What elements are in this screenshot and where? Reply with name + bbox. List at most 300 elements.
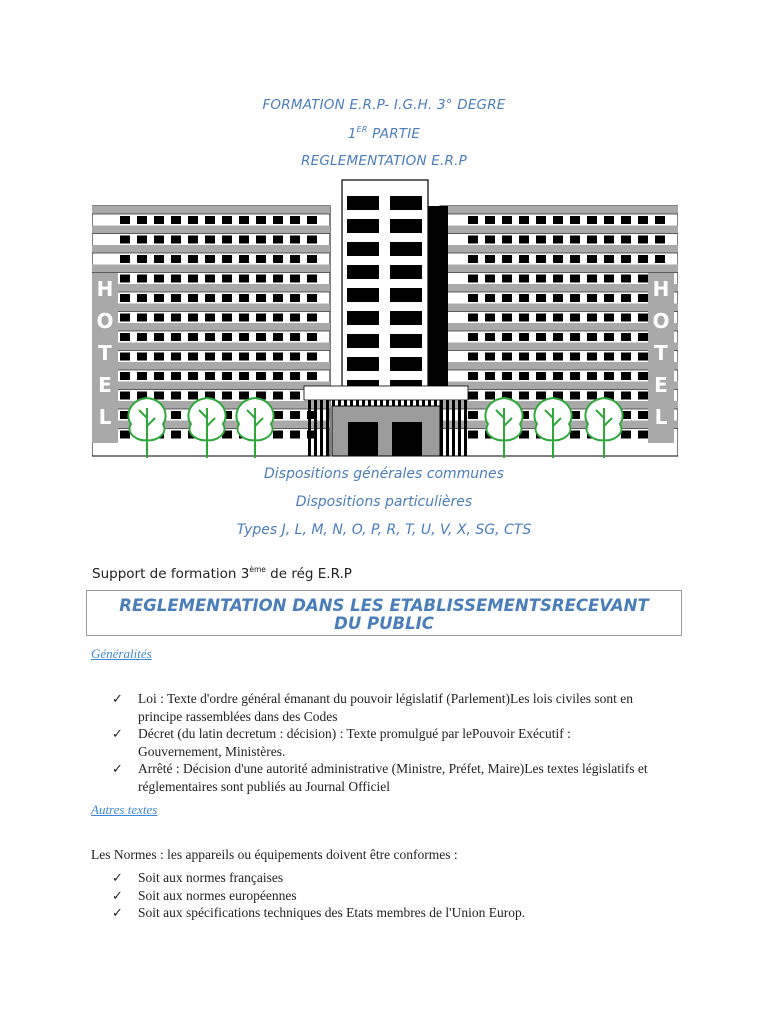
floor-band xyxy=(92,245,330,253)
window xyxy=(171,314,181,322)
list-item-text: Soit aux normes européennes xyxy=(138,887,297,903)
tower-window xyxy=(347,288,379,302)
portico-column xyxy=(326,400,329,456)
support-superscript: ème xyxy=(249,565,266,574)
window xyxy=(502,314,512,322)
window xyxy=(205,314,215,322)
window xyxy=(154,333,164,341)
window xyxy=(553,333,563,341)
window xyxy=(307,314,317,322)
floor-band xyxy=(440,382,678,390)
window xyxy=(154,255,164,263)
part-label xyxy=(0,125,768,142)
window xyxy=(638,353,648,361)
window xyxy=(638,236,648,244)
portico-column xyxy=(308,400,311,456)
window xyxy=(655,236,665,244)
portico-roof xyxy=(304,386,468,400)
window xyxy=(171,255,181,263)
tower-shadow xyxy=(428,206,448,392)
window xyxy=(468,216,478,224)
window xyxy=(137,255,147,263)
subtitle-general-provisions: Dispositions générales communes xyxy=(264,466,504,482)
window xyxy=(239,294,249,302)
window xyxy=(120,333,130,341)
support-line xyxy=(92,565,352,582)
tower-window xyxy=(390,357,422,371)
entrance-door xyxy=(392,422,422,456)
window xyxy=(154,392,164,400)
window xyxy=(290,333,300,341)
floor-band xyxy=(92,382,330,390)
window xyxy=(120,255,130,263)
generalites-link[interactable]: Généralités xyxy=(91,646,152,661)
window xyxy=(519,353,529,361)
window xyxy=(468,314,478,322)
window xyxy=(553,294,563,302)
window xyxy=(273,392,283,400)
window xyxy=(222,294,232,302)
window xyxy=(290,236,300,244)
hotel-sign-letter: H xyxy=(96,277,114,301)
tower-window xyxy=(390,242,422,256)
window xyxy=(256,236,266,244)
window xyxy=(273,372,283,380)
window xyxy=(222,314,232,322)
window xyxy=(154,236,164,244)
window xyxy=(553,236,563,244)
window xyxy=(307,275,317,283)
window xyxy=(188,333,198,341)
window xyxy=(290,353,300,361)
window xyxy=(604,236,614,244)
window xyxy=(468,275,478,283)
window xyxy=(570,353,580,361)
floor-band xyxy=(440,304,678,312)
window xyxy=(137,314,147,322)
window xyxy=(239,255,249,263)
window xyxy=(188,372,198,380)
window xyxy=(638,314,648,322)
window xyxy=(290,275,300,283)
window xyxy=(307,255,317,263)
window xyxy=(570,236,580,244)
window xyxy=(307,372,317,380)
window xyxy=(570,314,580,322)
window xyxy=(188,294,198,302)
window xyxy=(485,255,495,263)
tower-window xyxy=(347,265,379,279)
subtitle-types: Types J, L, M, N, O, P, R, T, U, V, X, SG, CTS xyxy=(236,522,532,538)
window xyxy=(120,294,130,302)
tower-window xyxy=(390,196,422,210)
window xyxy=(570,255,580,263)
part-text: PARTIE xyxy=(367,126,421,142)
window xyxy=(154,216,164,224)
window xyxy=(536,372,546,380)
window xyxy=(553,216,563,224)
window xyxy=(120,353,130,361)
window xyxy=(137,333,147,341)
floor-band xyxy=(440,206,678,214)
window xyxy=(587,255,597,263)
checkmark-icon: ✓ xyxy=(112,887,123,903)
window xyxy=(570,294,580,302)
window xyxy=(256,275,266,283)
window xyxy=(536,236,546,244)
list-item-text: Loi : Texte d'ordre général émanant du pouvoir législatif (Parlement)Les lois civiles sont en principe rassemblées dans des Codes xyxy=(138,691,633,724)
window xyxy=(290,372,300,380)
window xyxy=(205,255,215,263)
floor-band xyxy=(440,265,678,273)
floor-band xyxy=(440,343,678,351)
window xyxy=(468,353,478,361)
window xyxy=(273,255,283,263)
window xyxy=(536,275,546,283)
support-suffix: de rég E.R.P xyxy=(265,566,352,582)
window xyxy=(587,353,597,361)
window xyxy=(621,255,631,263)
window xyxy=(137,236,147,244)
checkmark-icon: ✓ xyxy=(112,761,123,776)
list-item-normes-eu xyxy=(112,887,672,905)
window xyxy=(205,333,215,341)
window xyxy=(205,236,215,244)
window xyxy=(655,216,665,224)
window xyxy=(307,353,317,361)
window xyxy=(120,431,130,439)
portico-column xyxy=(458,400,461,456)
window xyxy=(307,216,317,224)
window xyxy=(468,294,478,302)
window xyxy=(570,333,580,341)
hotel-sign-letter: O xyxy=(652,309,670,333)
list-item-decret xyxy=(112,725,652,760)
window xyxy=(188,314,198,322)
window xyxy=(502,275,512,283)
window xyxy=(171,353,181,361)
window xyxy=(188,353,198,361)
part-number: 1 xyxy=(347,126,357,142)
window xyxy=(120,392,130,400)
window xyxy=(468,372,478,380)
window xyxy=(570,392,580,400)
window xyxy=(239,236,249,244)
window xyxy=(536,216,546,224)
window xyxy=(519,294,529,302)
window xyxy=(239,333,249,341)
list-item-text: Soit aux spécifications techniques des Etats membres de l'Union Europ. xyxy=(138,905,526,920)
tower-window xyxy=(347,219,379,233)
window xyxy=(468,392,478,400)
window xyxy=(188,392,198,400)
window xyxy=(120,216,130,224)
floor-band xyxy=(440,245,678,253)
window xyxy=(638,333,648,341)
window xyxy=(536,314,546,322)
floor-band xyxy=(92,284,330,292)
hotel-sign-letter: T xyxy=(654,341,668,365)
window xyxy=(502,353,512,361)
window xyxy=(171,333,181,341)
window xyxy=(519,236,529,244)
window xyxy=(307,236,317,244)
normes-list xyxy=(112,869,672,922)
window xyxy=(256,314,266,322)
window xyxy=(256,255,266,263)
hotel-sign-letter: T xyxy=(98,341,112,365)
window xyxy=(256,294,266,302)
window xyxy=(604,294,614,302)
window xyxy=(290,431,300,439)
entrance-door xyxy=(348,422,378,456)
window xyxy=(222,353,232,361)
list-item-text: Décret (du latin decretum : décision) : Texte promulgué par lePouvoir Exécutif : Gouvernement, Ministères. xyxy=(138,726,571,759)
window xyxy=(502,255,512,263)
part-superscript: ER xyxy=(356,125,368,134)
window xyxy=(570,275,580,283)
window xyxy=(120,275,130,283)
window xyxy=(273,294,283,302)
window xyxy=(171,294,181,302)
window xyxy=(485,294,495,302)
window xyxy=(604,314,614,322)
window xyxy=(587,333,597,341)
window xyxy=(485,333,495,341)
window xyxy=(587,372,597,380)
hotel-sign-letter: E xyxy=(654,373,668,397)
window xyxy=(120,372,130,380)
window xyxy=(273,353,283,361)
window xyxy=(239,275,249,283)
window xyxy=(222,216,232,224)
window xyxy=(171,372,181,380)
window xyxy=(290,294,300,302)
tower-window xyxy=(390,288,422,302)
window xyxy=(239,353,249,361)
window xyxy=(273,216,283,224)
regulation-title: REGLEMENTATION E.R.P xyxy=(301,153,467,169)
window xyxy=(502,216,512,224)
window xyxy=(239,314,249,322)
window xyxy=(587,392,597,400)
window xyxy=(485,372,495,380)
window xyxy=(655,255,665,263)
window xyxy=(536,255,546,263)
window xyxy=(222,392,232,400)
window xyxy=(290,411,300,419)
window xyxy=(587,236,597,244)
window xyxy=(621,431,631,439)
window xyxy=(205,353,215,361)
window xyxy=(621,353,631,361)
window xyxy=(239,216,249,224)
section-heading-box xyxy=(86,590,682,636)
window xyxy=(587,216,597,224)
window xyxy=(120,236,130,244)
generalites-list xyxy=(112,690,652,795)
window xyxy=(256,333,266,341)
window xyxy=(290,314,300,322)
floor-band xyxy=(92,323,330,331)
floor-band xyxy=(92,206,330,214)
window xyxy=(638,216,648,224)
window xyxy=(621,275,631,283)
window xyxy=(485,216,495,224)
tower-window xyxy=(390,311,422,325)
hotel-sign-letter: L xyxy=(98,405,112,429)
window xyxy=(485,275,495,283)
window xyxy=(519,216,529,224)
normes-intro: Les Normes : les appareils ou équipements doivent être conformes : xyxy=(91,847,458,862)
window xyxy=(205,372,215,380)
window xyxy=(502,372,512,380)
window xyxy=(154,372,164,380)
list-item-text: Arrêté : Décision d'une autorité administrative (Ministre, Préfet, Maire)Les textes législatifs et réglementaires sont publiés au Journal Officiel xyxy=(138,761,648,794)
window xyxy=(468,333,478,341)
window xyxy=(519,372,529,380)
window xyxy=(638,255,648,263)
window xyxy=(485,392,495,400)
window xyxy=(256,372,266,380)
window xyxy=(604,333,614,341)
list-item-loi xyxy=(112,690,652,725)
window xyxy=(502,333,512,341)
window xyxy=(536,353,546,361)
floor-band xyxy=(92,304,330,312)
window xyxy=(205,294,215,302)
window xyxy=(120,314,130,322)
window xyxy=(171,275,181,283)
window xyxy=(137,216,147,224)
window xyxy=(638,372,648,380)
window xyxy=(188,216,198,224)
window xyxy=(502,294,512,302)
window xyxy=(290,216,300,224)
floor-band xyxy=(92,362,330,370)
hotel-sign-letter: E xyxy=(98,373,112,397)
hotel-sign-letter: H xyxy=(652,277,670,301)
heading-line-1: REGLEMENTATION DANS LES ETABLISSEMENTSRECEVANT xyxy=(119,596,649,615)
floor-band xyxy=(440,362,678,370)
window xyxy=(205,216,215,224)
window xyxy=(468,255,478,263)
window xyxy=(222,255,232,263)
window xyxy=(604,353,614,361)
window xyxy=(171,236,181,244)
window xyxy=(621,236,631,244)
floor-band xyxy=(440,323,678,331)
window xyxy=(290,255,300,263)
window xyxy=(273,275,283,283)
checkmark-icon: ✓ xyxy=(112,905,123,920)
window xyxy=(570,431,580,439)
window xyxy=(638,275,648,283)
list-item-arrete xyxy=(112,760,652,795)
window xyxy=(154,314,164,322)
tower-window xyxy=(347,196,379,210)
checkmark-icon: ✓ xyxy=(112,726,123,741)
list-item-normes-fr xyxy=(112,869,672,887)
window xyxy=(485,236,495,244)
heading-line-2: DU PUBLIC xyxy=(334,614,434,633)
window xyxy=(171,411,181,419)
window xyxy=(468,411,478,419)
tower-window xyxy=(347,311,379,325)
tower-window xyxy=(347,357,379,371)
window xyxy=(290,392,300,400)
floor-band xyxy=(92,343,330,351)
window xyxy=(154,294,164,302)
window xyxy=(256,216,266,224)
list-item-specs xyxy=(112,904,672,922)
window xyxy=(604,216,614,224)
window xyxy=(604,372,614,380)
window xyxy=(137,294,147,302)
window xyxy=(587,275,597,283)
portico-column xyxy=(446,400,449,456)
window xyxy=(638,392,648,400)
window xyxy=(273,314,283,322)
window xyxy=(468,236,478,244)
window xyxy=(553,372,563,380)
window xyxy=(519,333,529,341)
window xyxy=(536,333,546,341)
window xyxy=(553,314,563,322)
window xyxy=(621,333,631,341)
window xyxy=(536,392,546,400)
window xyxy=(307,294,317,302)
tower-window xyxy=(347,242,379,256)
checkmark-icon: ✓ xyxy=(112,870,123,885)
window xyxy=(222,333,232,341)
window xyxy=(468,431,478,439)
floor-band xyxy=(92,265,330,273)
hotel-sign-letter: O xyxy=(96,309,114,333)
window xyxy=(171,431,181,439)
central-tower xyxy=(342,180,448,394)
floor-band xyxy=(440,226,678,234)
window xyxy=(638,294,648,302)
tower-window xyxy=(390,334,422,348)
portico-column xyxy=(314,400,317,456)
window xyxy=(154,353,164,361)
window xyxy=(256,353,266,361)
window xyxy=(239,392,249,400)
window xyxy=(553,353,563,361)
document-title: FORMATION E.R.P- I.G.H. 3° DEGRE xyxy=(262,97,506,113)
window xyxy=(222,236,232,244)
portico-column xyxy=(464,400,467,456)
window xyxy=(273,236,283,244)
window xyxy=(536,294,546,302)
list-item-text: Soit aux normes françaises xyxy=(138,870,284,885)
autres-textes-link[interactable]: Autres textes xyxy=(91,802,158,817)
window xyxy=(502,236,512,244)
support-prefix: Support de formation 3 xyxy=(92,566,250,582)
window xyxy=(570,216,580,224)
floor-band xyxy=(440,284,678,292)
window xyxy=(485,314,495,322)
window xyxy=(171,216,181,224)
window xyxy=(638,411,648,419)
window xyxy=(638,431,648,439)
window xyxy=(587,294,597,302)
window xyxy=(621,294,631,302)
window xyxy=(307,333,317,341)
window xyxy=(621,216,631,224)
portico-column xyxy=(452,400,455,456)
